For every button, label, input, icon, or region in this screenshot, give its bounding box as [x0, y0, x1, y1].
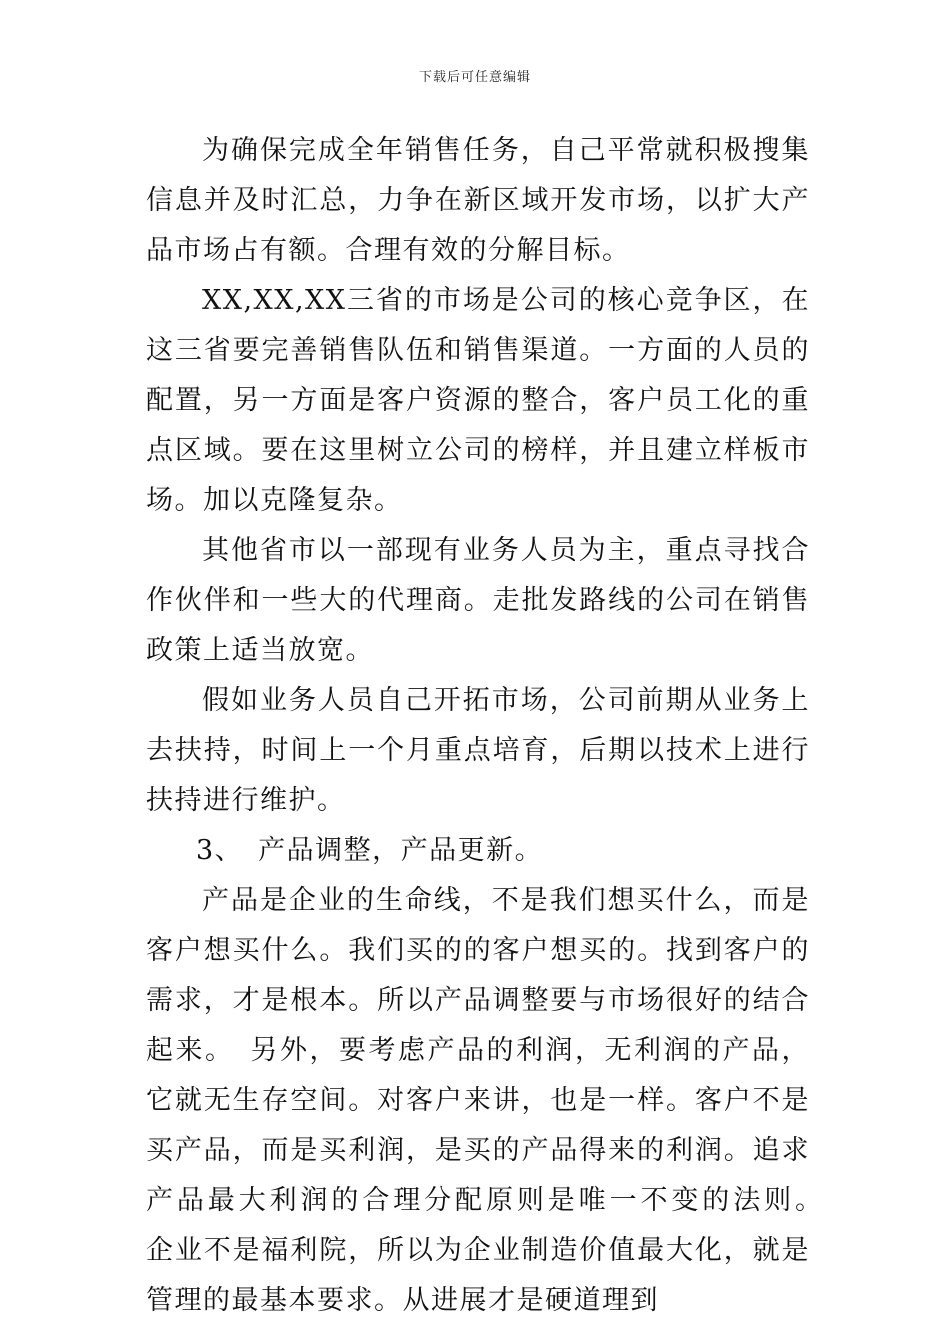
header-note: 下载后可任意编辑	[418, 70, 531, 85]
paragraph-business-support: 假如业务人员自己开拓市场，公司前期从业务上去扶持，时间上一个月重点培育，后期以技术上进行扶持进行维护。	[146, 685, 810, 816]
paragraph-core-region: XX,XX,XX三省的市场是公司的核心竞争区，在这三省要完善销售队伍和销售渠道。一方面的人员的配置，另一方面是客户资源的整合，客户员工化的重点区域。要在这里树立公司的榜样，并且建立样板市场。加以克隆复杂。	[146, 285, 810, 516]
paragraph-sales-task: 为确保完成全年销售任务，自己平常就积极搜集信息并及时汇总，力争在新区域开发市场，以扩大产品市场占有额。合理有效的分解目标。	[146, 135, 810, 266]
paragraph-product-lifeline: 产品是企业的生命线，不是我们想买什么，而是客户想买什么。我们买的的客户想买的。找到客户的需求，才是根本。所以产品调整要与市场很好的结合起来。 另外，要考虑产品的利润，无利润的产品，它就无生存空间。对客户来讲，也是一样。客户不是买产品，而是买利润，是买的产品得来的利润。追求产品最大利润的合理分配原则是唯一不变的法则。 企业不是福利院，所以为企业制造价值最大化，就是管理的最基本要求。从进展才是硬道理到	[146, 885, 839, 1316]
document-body	[146, 126, 839, 1326]
paragraph-other-provinces: 其他省市以一部现有业务人员为主，重点寻找合作伙伴和一些大的代理商。走批发路线的公司在销售政策上适当放宽。	[146, 535, 810, 666]
section-heading-product-adjustment: 3、 产品调整，产品更新。	[196, 835, 544, 866]
